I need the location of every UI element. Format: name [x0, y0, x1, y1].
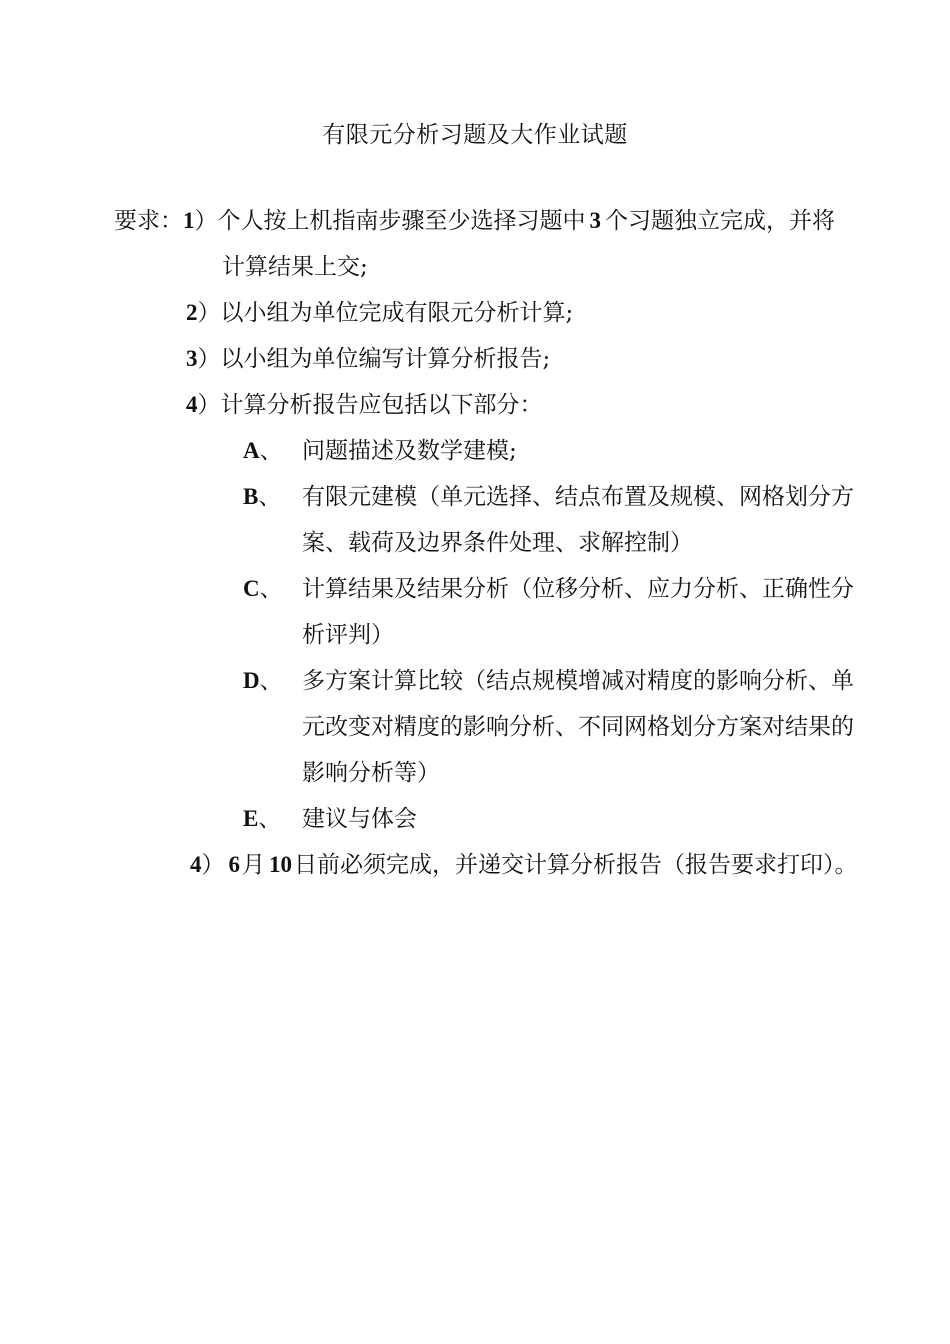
sub-item-label: E — [243, 806, 259, 831]
item-number: 3 — [186, 346, 198, 371]
item-number: 4 — [190, 852, 202, 877]
item-text: 个习题独立完成，并将 — [605, 208, 835, 234]
sub-item-c-text-line-1: 计算结果及结果分析（位移分析、应力分析、正确性分 — [302, 576, 854, 602]
sub-item-c-text-line-2: 析评判） — [302, 622, 394, 648]
item-text: ）以小组为单位完成有限元分析计算; — [197, 300, 574, 326]
requirement-1 — [114, 206, 835, 236]
deadline-line — [190, 850, 858, 880]
sub-item-separator: 、 — [258, 806, 282, 832]
sub-item-separator: 、 — [258, 484, 282, 510]
sub-item-label: A — [243, 438, 260, 463]
requirement-2 — [186, 298, 573, 328]
sub-item-separator: 、 — [259, 438, 283, 464]
item-number: 4 — [186, 392, 198, 417]
sub-item-b-text-line-2: 案、载荷及边界条件处理、求解控制） — [302, 530, 693, 556]
document-title: 有限元分析习题及大作业试题 — [322, 122, 628, 148]
sub-item-a — [243, 436, 283, 466]
sub-item-d — [243, 666, 283, 696]
requirement-3 — [186, 344, 550, 374]
sub-item-d-text-line-3: 影响分析等） — [302, 760, 440, 786]
deadline-day-number: 10 — [269, 852, 292, 877]
requirement-4 — [186, 390, 543, 420]
item-number: 2 — [186, 300, 198, 325]
sub-item-e — [243, 804, 281, 834]
requirement-1-continued: 计算结果上交; — [222, 254, 368, 280]
sub-item-d-text-line-2: 元改变对精度的影响分析、不同网格划分方案对结果的 — [302, 714, 854, 740]
sub-item-a-text: 问题描述及数学建模; — [302, 438, 517, 464]
item-text: ）计算分析报告应包括以下部分： — [197, 392, 543, 418]
sub-item-label: D — [243, 668, 260, 693]
sub-item-d-text-line-1: 多方案计算比较（结点规模增减对精度的影响分析、单 — [302, 668, 854, 694]
item-paren: ） — [201, 852, 225, 878]
sub-item-label: B — [243, 484, 259, 509]
item-number: 1 — [183, 208, 195, 233]
deadline-month: 月 — [242, 852, 265, 878]
sub-item-b-text-line-1: 有限元建模（单元选择、结点布置及规模、网格划分方 — [302, 484, 854, 510]
requirements-label: 要求： — [114, 208, 183, 234]
sub-item-b — [243, 482, 281, 512]
sub-item-e-text: 建议与体会 — [302, 806, 417, 832]
item-count: 3 — [589, 208, 601, 233]
sub-item-c — [243, 574, 283, 604]
deadline-text: 日前必须完成，并递交计算分析报告（报告要求打印）。 — [294, 852, 858, 878]
sub-item-separator: 、 — [259, 668, 283, 694]
item-text: ）以小组为单位编写计算分析报告; — [197, 346, 551, 372]
item-text: ）个人按上机指南步骤至少选择习题中 — [194, 208, 586, 234]
deadline-month-number: 6 — [228, 852, 240, 877]
sub-item-separator: 、 — [259, 576, 283, 602]
sub-item-label: C — [243, 576, 260, 601]
